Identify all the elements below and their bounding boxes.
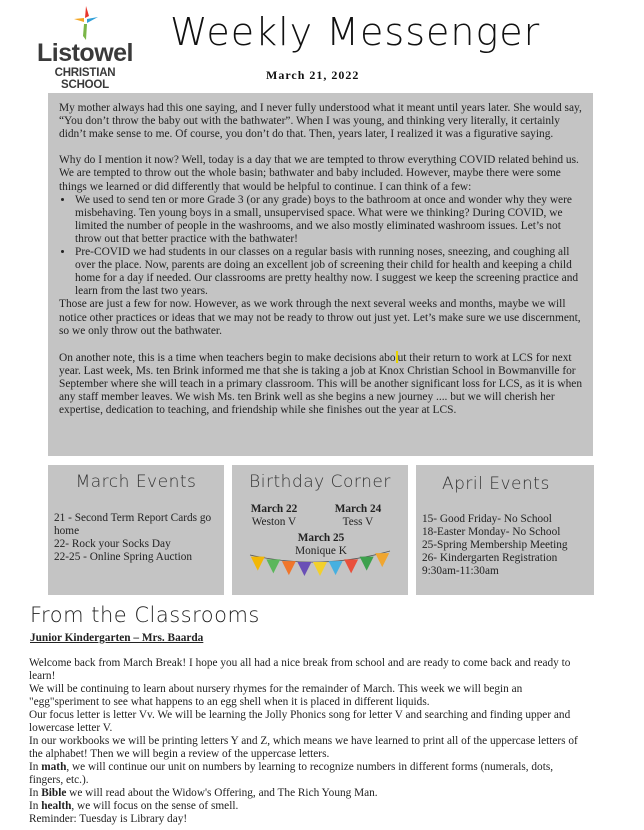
list-item: • Pre-COVID we had students in our classes on a regular basis with running noses, sneezing, and coughing all over the place. Now, parents are doing an excellent job of screening their child for health and keeping a child home for a day if needed. Our classrooms are pretty healthy now. I suggest we keep the screening practice and learn from the last two years. [74, 246, 583, 298]
bunting-flag [282, 561, 296, 575]
bunting-flag [297, 562, 311, 576]
bunting-flag [266, 559, 280, 573]
jk-line-text: , we will focus on the sense of smell. [71, 800, 239, 812]
march-events-list [54, 512, 224, 564]
intro-paragraph: Those are just a few for now. However, as we work through the next several weeks and months, maybe we will notice other practices or ideas that we may not be ready to throw out just yet. Let’s make sure we use discernment, so we only throw out the bathwater. [59, 298, 581, 337]
jk-line-text: In [29, 800, 42, 812]
birthday-corner-title: Birthday Corner [249, 472, 391, 492]
school-logo [30, 6, 140, 91]
birthday-name: Monique K [295, 545, 347, 557]
birthday-corner-box [232, 465, 408, 595]
jk-line-text: , we will continue our unit on numbers by learning to recognize numbers in different forms (numerals, dots, fingers, etc.). [29, 761, 554, 786]
jk-heading: Junior Kindergarten – Mrs. Baarda [30, 632, 204, 644]
list-item: 18-Easter Monday- No School [422, 526, 561, 538]
birthday-date: March 22 [250, 503, 298, 515]
list-item: • We used to send ten or more Grade 3 (or any grade) boys to the bathroom at once and wonder why they were misbehaving. Ten young boys in a small, unsupervised space. What were we thinking? During COVID, we limited the number of people in the washrooms, and we also mostly eliminated washroom issues. Let’s not throw out that better practice with the bathwater! [74, 194, 583, 246]
bunting-flag [360, 557, 374, 571]
classrooms-title: From the Classrooms [30, 603, 260, 627]
birthday-entry [234, 503, 314, 529]
bunting-flag [313, 562, 327, 576]
bunting-flag [344, 559, 358, 573]
list-item: 22- Rock your Socks Day [54, 538, 171, 550]
list-item: 9:30am-11:30am [422, 565, 499, 577]
jk-subject: math [41, 761, 67, 773]
principal-message [48, 93, 593, 456]
birthday-name: Tess V [342, 516, 374, 528]
april-events-box [416, 465, 594, 595]
school-subtitle: CHRISTIAN SCHOOL [54, 67, 116, 91]
list-item: 15- Good Friday- No School [422, 513, 552, 525]
jk-line-text: In [29, 787, 42, 799]
bunting-decoration [232, 549, 408, 589]
intro-list [59, 194, 583, 299]
jk-subject: health [41, 800, 72, 812]
jk-update [29, 657, 589, 826]
april-events-title: April Events [442, 474, 550, 494]
jk-line: We will be continuing to learn about nursery rhymes for the remainder of March. This week we will begin an "egg"speriment to see what happens to an egg shell when it is placed in different liquids. [29, 683, 523, 708]
list-item: 21 - Second Term Report Cards go home [54, 512, 212, 537]
jk-subject: Bible [41, 787, 67, 799]
jk-line: Reminder: Tuesday is Library day! [29, 813, 188, 825]
list-item: 25-Spring Membership Meeting [422, 539, 568, 551]
newsletter-date: March 21, 2022 [266, 68, 360, 82]
jk-line: Our focus letter is letter Vv. We will be learning the Jolly Phonics song for letter V and searching and finding upper and lowercase letter V. [29, 709, 571, 734]
april-events-list [422, 513, 594, 578]
newsletter-title: Weekly Messenger [170, 10, 541, 54]
list-item: 22-25 - Online Spring Auction [54, 551, 193, 563]
bunting-flag [329, 561, 343, 575]
intro-paragraph: My mother always had this one saying, and I never fully understood what it meant until years later. She would say, “You don’t throw the baby out with the bathwater”. When I was young, and thinking very literally, it certainly didn’t make sense to me. Of course, you don’t do that. Then, years later, I realized it was a figurative saying. [59, 102, 582, 141]
school-name: Listowel [36, 39, 133, 67]
jk-line [29, 787, 589, 800]
cross-logo-icon [72, 6, 98, 40]
jk-line [29, 761, 589, 787]
march-events-title: March Events [75, 472, 197, 492]
closing-text-b: ut their return to work at LCS for next year. Last week, Ms. ten Brink informed me that she is taking a job at Knox Christian School in Bowmanville for September where she will teach in a primary classroom. This will be another significant loss for LCS, as it is when any staff member leaves. We wish Ms. ten Brink well as she begins a new journey .... but we will cherish her expertise, dedication to teaching, and friendship while she finishes out the year at LCS. [59, 351, 583, 417]
jk-line-text: we will read about the Widow's Offering, and The Rich Young Man. [66, 787, 378, 799]
intro-paragraph [59, 351, 583, 417]
birthday-date: March 24 [334, 503, 382, 515]
birthday-date: March 25 [297, 532, 345, 544]
bunting-flag [375, 553, 389, 567]
bunting-flag [251, 557, 265, 571]
jk-line-text: In [29, 761, 42, 773]
jk-line: In our workbooks we will be printing letters Y and Z, which means we have learned to print all of the uppercase letters of the alphabet! Then we will begin a review of the uppercase letters. [29, 735, 578, 760]
march-events-box [48, 465, 224, 595]
closing-text-a: On another note, this is a time when teachers begin to make decisions abo [59, 351, 396, 364]
jk-line [29, 800, 589, 813]
jk-line: Welcome back from March Break! I hope you all had a nice break from school and are ready to come back and ready to learn! [29, 657, 571, 682]
birthday-name: Weston V [251, 516, 297, 528]
birthday-entry [318, 503, 398, 529]
intro-paragraph: Why do I mention it now? Well, today is a day that we are tempted to throw everything COVID related behind us. We are tempted to throw out the whole basin; bathwater and baby included. However, maybe there were some things we learned or did differently that would be helpful to continue. I can think of a few: [59, 154, 579, 193]
list-item: 26- Kindergarten Registration [422, 552, 558, 564]
